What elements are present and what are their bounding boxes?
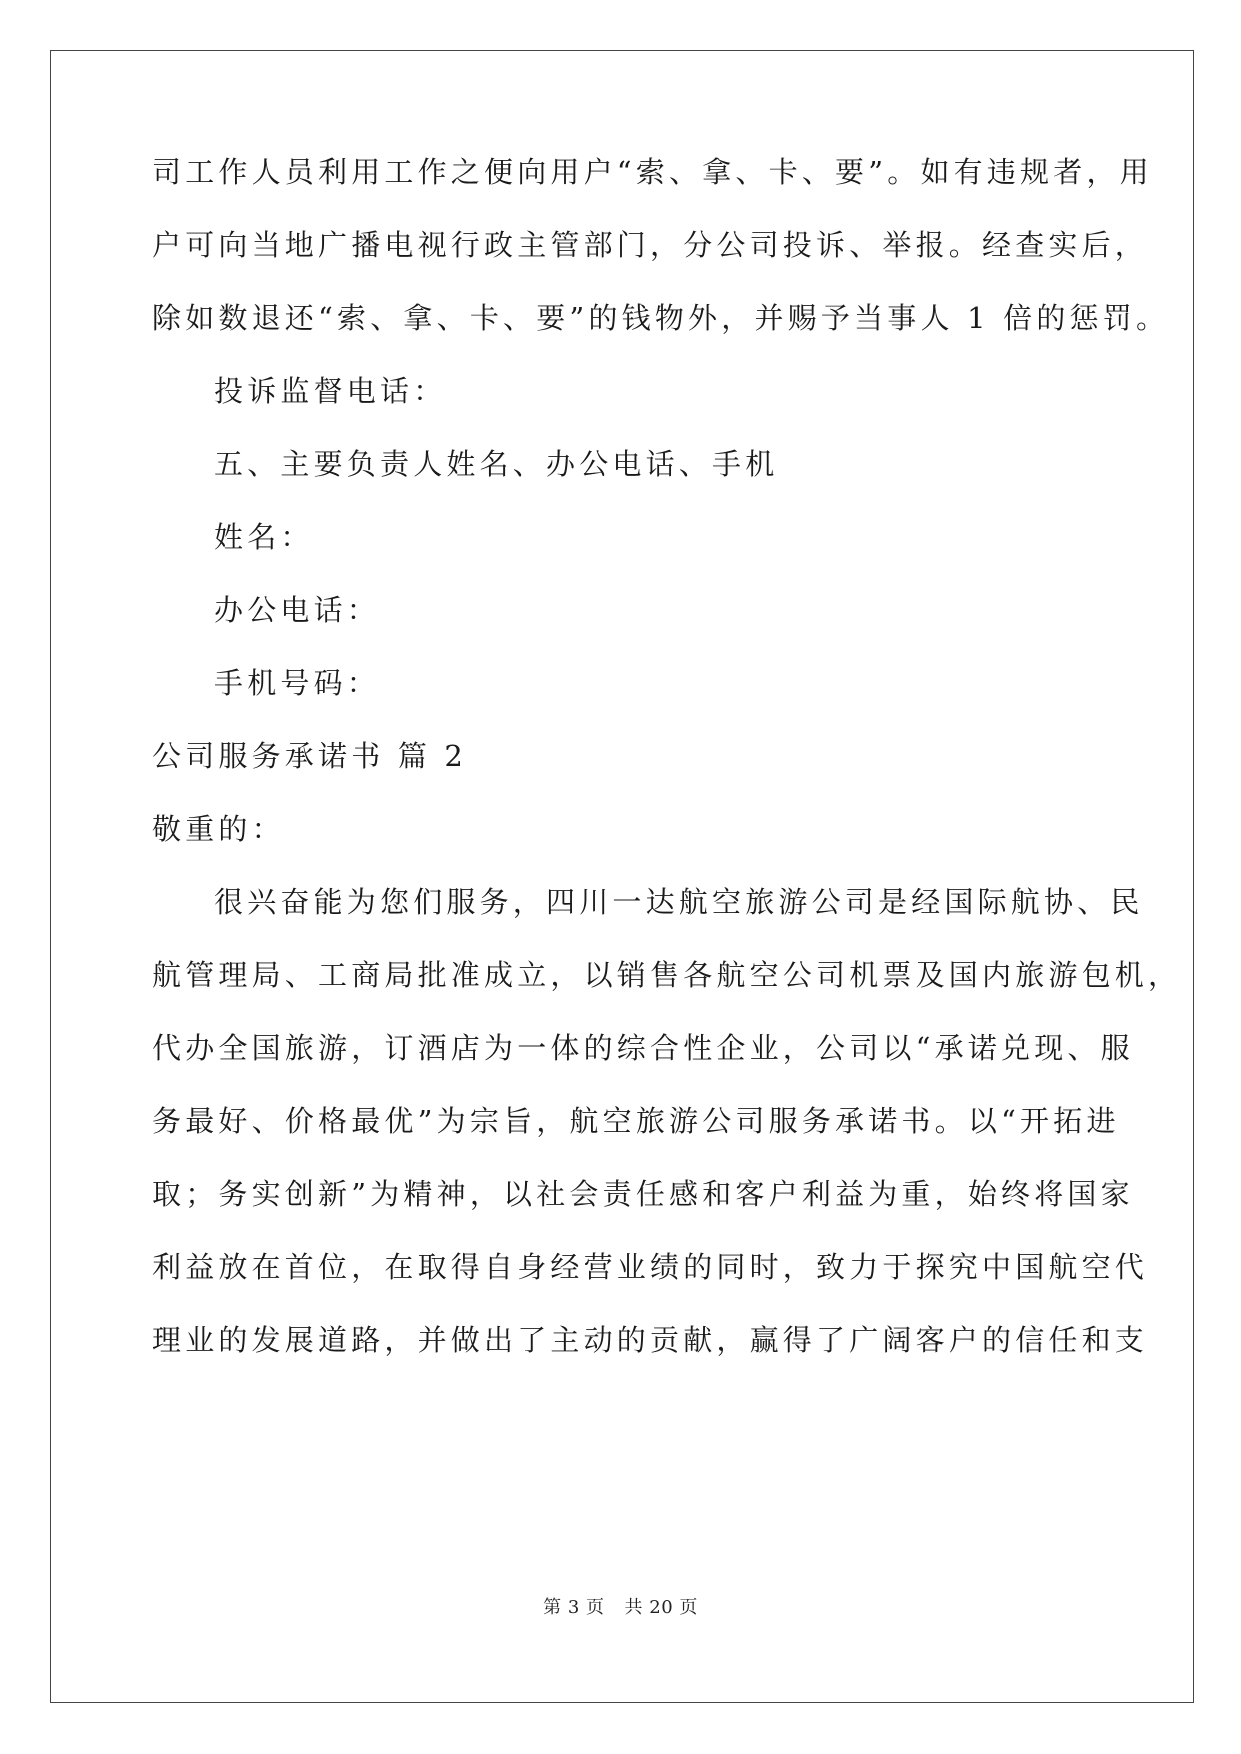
complaint-phone-label: 投诉监督电话： <box>214 374 447 408</box>
body-line: 务最好、价格最优”为宗旨，航空旅游公司服务承诺书。以“开拓进 <box>152 1104 1120 1138</box>
body-line: 司工作人员利用工作之便向用户“索、拿、卡、要”。如有违规者，用 <box>152 155 1153 189</box>
salutation: 敬重的： <box>152 812 285 846</box>
body-line: 代办全国旅游，订酒店为一体的综合性企业，公司以“承诺兑现、服 <box>152 1031 1134 1065</box>
body-line: 利益放在首位，在取得自身经营业绩的同时，致力于探究中国航空代 <box>152 1250 1149 1284</box>
page-number: 第 3 页 <box>543 1597 605 1618</box>
page-total: 共 20 页 <box>624 1597 698 1618</box>
name-label: 姓名： <box>214 520 314 554</box>
body-line: 除如数退还“索、拿、卡、要”的钱物外，并赐予当事人 1 倍的惩罚。 <box>152 301 1170 335</box>
body-line: 理业的发展道路，并做出了主动的贡献，赢得了广阔客户的信任和支 <box>152 1323 1149 1357</box>
office-phone-label: 办公电话： <box>214 593 381 627</box>
chapter-title: 公司服务承诺书 篇 2 <box>152 739 468 773</box>
mobile-label: 手机号码： <box>214 666 381 700</box>
section-heading: 五、主要负责人姓名、办公电话、手机 <box>214 447 779 481</box>
page-footer <box>0 1596 1241 1620</box>
body-line: 很兴奋能为您们服务，四川一达航空旅游公司是经国际航协、民 <box>214 885 1144 919</box>
body-line: 户可向当地广播电视行政主管部门，分公司投诉、举报。经查实后， <box>152 228 1149 262</box>
body-line: 取；务实创新”为精神，以社会责任感和客户利益为重，始终将国家 <box>152 1177 1134 1211</box>
body-line: 航管理局、工商局批准成立，以销售各航空公司机票及国内旅游包机， <box>152 958 1182 992</box>
